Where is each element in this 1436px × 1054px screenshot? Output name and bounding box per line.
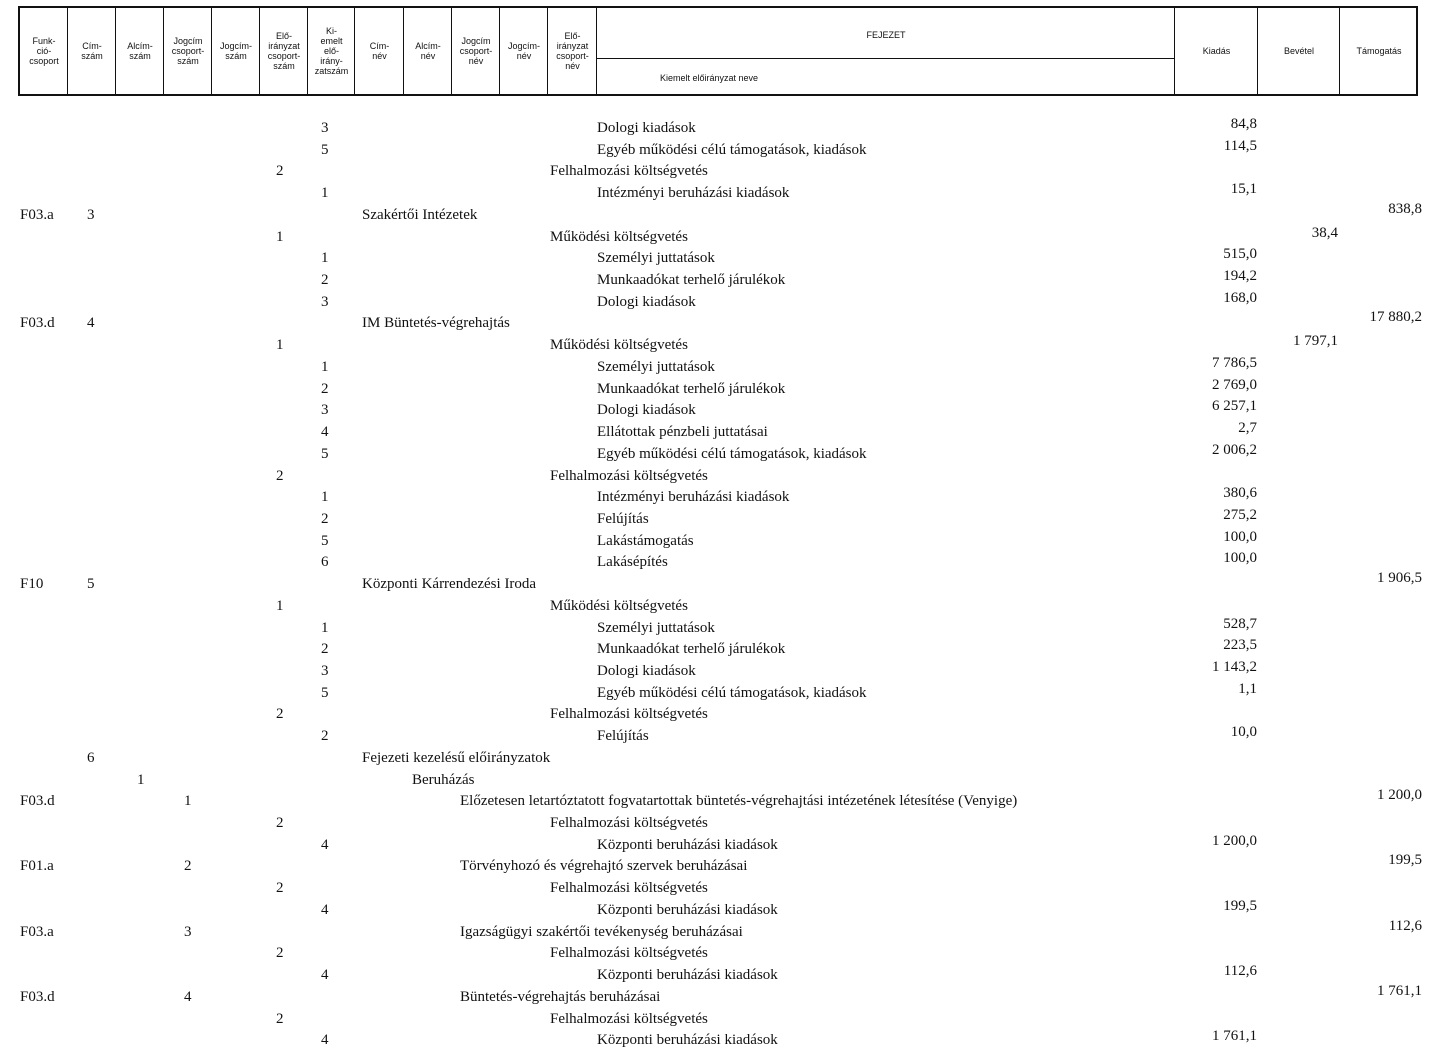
- funkcio-csoport-cell: F03.a: [20, 923, 54, 940]
- tamogatas-value: 17 880,2: [1369, 309, 1422, 326]
- eloiranyzat-csoport-szam-cell: 2: [276, 880, 284, 897]
- kiemelt-nev-header: Kiemelt előirányzat neve: [660, 73, 759, 83]
- kiadas-value: 2 769,0: [1212, 376, 1257, 393]
- eloiranyzat-csoport-szam-cell: 1: [276, 228, 284, 245]
- kiemelt-eloiranyzat-szam-cell: 1: [321, 619, 329, 636]
- header-column-label: Jogcím csoport- szám: [171, 36, 205, 66]
- kiemelt-eloiranyzat-szam-cell: 3: [321, 120, 329, 136]
- funkcio-csoport-cell: F03.a: [20, 206, 54, 223]
- kiadas-value: 275,2: [1223, 506, 1257, 523]
- header-column-label: Jogcím- szám: [219, 41, 252, 61]
- eloiranyzat-csoport-szam-cell: 2: [276, 945, 284, 962]
- row-name-cell: Előzetesen letartóztatott fogvatartottak büntetés-végrehajtási intézetének létesítése (Venyige): [460, 793, 1018, 810]
- cim-szam-cell: 5: [87, 576, 95, 593]
- tamogatas-value: 838,8: [1388, 200, 1422, 217]
- kiemelt-eloiranyzat-szam-cell: 3: [321, 402, 329, 419]
- header-column-label: Cím- név: [369, 41, 390, 61]
- eloiranyzat-csoport-szam-cell: 2: [276, 706, 284, 723]
- kiemelt-eloiranyzat-szam-cell: 2: [321, 510, 329, 527]
- kiadas-value: 223,5: [1223, 637, 1257, 654]
- row-name-cell: Működési költségvetés: [550, 228, 688, 245]
- row-name-cell: Felhalmozási költségvetés: [550, 706, 708, 723]
- header-column-label: Alcím- név: [415, 41, 441, 61]
- row-name-cell: Felhalmozási költségvetés: [550, 467, 708, 484]
- kiemelt-eloiranyzat-szam-cell: 1: [321, 250, 329, 267]
- kiadas-value: 2,7: [1238, 420, 1257, 437]
- jogcim-csoport-szam-cell: 1: [184, 793, 192, 810]
- kiadas-value: 1 761,1: [1212, 1028, 1257, 1045]
- kiemelt-eloiranyzat-szam-cell: 2: [321, 641, 329, 658]
- header-column-label: Jogcím- név: [507, 41, 540, 61]
- funkcio-csoport-cell: F10: [20, 576, 44, 593]
- kiadas-value: 528,7: [1223, 615, 1257, 632]
- header-bevetel: Bevétel: [1283, 46, 1315, 56]
- row-name-cell: Felhalmozási költségvetés: [550, 163, 708, 180]
- tamogatas-value: 1 200,0: [1377, 787, 1422, 804]
- row-name-cell: Személyi juttatások: [597, 250, 715, 267]
- eloiranyzat-csoport-szam-cell: 2: [276, 1010, 284, 1027]
- kiemelt-eloiranyzat-szam-cell: 1: [321, 185, 329, 202]
- kiadas-value: 380,6: [1223, 485, 1257, 502]
- eloiranyzat-csoport-szam-cell: 2: [276, 467, 284, 484]
- tamogatas-value: 112,6: [1388, 917, 1422, 934]
- kiadas-value: 7 786,5: [1212, 354, 1257, 371]
- kiadas-value: 112,6: [1223, 963, 1257, 980]
- kiadas-value: 15,1: [1230, 181, 1257, 198]
- row-name-cell: Személyi juttatások: [597, 358, 715, 375]
- row-name-cell: Központi beruházási kiadások: [597, 1032, 778, 1049]
- row-name-cell: Felhalmozási költségvetés: [550, 880, 708, 897]
- bevetel-value: 1 797,1: [1293, 333, 1338, 350]
- eloiranyzat-csoport-szam-cell: 2: [276, 163, 284, 180]
- row-name-cell: Intézményi beruházási kiadások: [597, 489, 790, 506]
- fejezet-header: FEJEZET: [866, 30, 906, 40]
- kiadas-value: 2 006,2: [1212, 441, 1257, 458]
- row-name-cell: Felhalmozási költségvetés: [550, 1010, 708, 1027]
- kiadas-value: 1 143,2: [1212, 659, 1257, 675]
- header-column-label: Ki- emelt elő- irány- zatszám: [314, 26, 349, 76]
- table-header: [18, 6, 1418, 96]
- kiadas-value: 194,2: [1223, 268, 1257, 285]
- kiemelt-eloiranyzat-szam-cell: 4: [321, 424, 329, 441]
- row-name-cell: Központi Kárrendezési Iroda: [362, 576, 537, 593]
- row-name-cell: Fejezeti kezelésű előirányzatok: [362, 749, 551, 766]
- kiemelt-eloiranyzat-szam-cell: 4: [321, 836, 329, 853]
- kiemelt-eloiranyzat-szam-cell: 3: [321, 293, 329, 310]
- row-name-cell: Beruházás: [412, 771, 475, 788]
- kiemelt-eloiranyzat-szam-cell: 3: [321, 663, 329, 679]
- row-name-cell: Dologi kiadások: [597, 663, 696, 679]
- bevetel-value: 38,4: [1311, 224, 1338, 241]
- kiemelt-eloiranyzat-szam-cell: 5: [321, 684, 329, 701]
- row-name-cell: Dologi kiadások: [597, 120, 696, 136]
- header-column-border: [597, 8, 1175, 94]
- row-name-cell: Törvényhozó és végrehajtó szervek beruházásai: [460, 858, 748, 875]
- header-kiadas: Kiadás: [1202, 46, 1231, 56]
- kiemelt-eloiranyzat-szam-cell: 2: [321, 728, 329, 745]
- eloiranyzat-csoport-szam-cell: 1: [276, 337, 284, 354]
- tamogatas-value: 199,5: [1388, 852, 1422, 869]
- row-name-cell: Központi beruházási kiadások: [597, 901, 778, 918]
- kiadas-value: 1,1: [1238, 680, 1257, 697]
- eloiranyzat-csoport-szam-cell: 2: [276, 815, 284, 832]
- kiadas-value: 199,5: [1223, 897, 1257, 914]
- tamogatas-value: 1 761,1: [1377, 982, 1422, 999]
- row-name-cell: Felhalmozási költségvetés: [550, 815, 708, 832]
- row-name-cell: Dologi kiadások: [597, 293, 696, 310]
- kiadas-value: 84,8: [1230, 116, 1257, 132]
- kiadas-value: 114,5: [1223, 137, 1257, 154]
- header-column-label: Elő- irányzat csoport- név: [556, 31, 589, 71]
- row-name-cell: Lakásépítés: [597, 554, 668, 571]
- kiadas-value: 10,0: [1230, 724, 1257, 741]
- jogcim-csoport-szam-cell: 4: [184, 988, 192, 1005]
- funkcio-csoport-cell: F03.d: [20, 988, 55, 1005]
- funkcio-csoport-cell: F03.d: [20, 315, 55, 332]
- header-column-label: Funk- ció- csoport: [29, 36, 59, 66]
- kiemelt-eloiranyzat-szam-cell: 2: [321, 380, 329, 397]
- row-name-cell: Központi beruházási kiadások: [597, 836, 778, 853]
- row-name-cell: Egyéb működési célú támogatások, kiadások: [597, 445, 867, 462]
- cim-szam-cell: 6: [87, 749, 95, 766]
- header-column-label: Alcím- szám: [127, 41, 153, 61]
- row-name-cell: Egyéb működési célú támogatások, kiadások: [597, 684, 867, 701]
- kiadas-value: 100,0: [1223, 528, 1257, 545]
- kiadas-value: 6 257,1: [1212, 398, 1257, 415]
- alcim-szam-cell: 1: [137, 771, 145, 788]
- row-name-cell: Központi beruházási kiadások: [597, 967, 778, 984]
- header-tamogatas: Támogatás: [1356, 46, 1402, 56]
- row-name-cell: Működési költségvetés: [550, 337, 688, 354]
- funkcio-csoport-cell: F01.a: [20, 858, 54, 875]
- kiemelt-eloiranyzat-szam-cell: 5: [321, 532, 329, 549]
- row-name-cell: Büntetés-végrehajtás beruházásai: [460, 988, 661, 1005]
- kiemelt-eloiranyzat-szam-cell: 1: [321, 358, 329, 375]
- cim-szam-cell: 3: [87, 206, 95, 223]
- row-name-cell: Munkaadókat terhelő járulékok: [597, 641, 786, 658]
- header-column-label: Jogcím csoport- név: [459, 36, 493, 66]
- eloiranyzat-csoport-szam-cell: 1: [276, 597, 284, 614]
- row-name-cell: Egyéb működési célú támogatások, kiadások: [597, 141, 867, 158]
- row-name-cell: Igazságügyi szakértői tevékenység beruházásai: [460, 923, 743, 940]
- kiemelt-eloiranyzat-szam-cell: 4: [321, 967, 329, 984]
- kiadas-value: 100,0: [1223, 550, 1257, 567]
- row-name-cell: Felhalmozási költségvetés: [550, 945, 708, 962]
- row-name-cell: Dologi kiadások: [597, 402, 696, 419]
- cim-szam-cell: 4: [87, 315, 95, 332]
- row-name-cell: Személyi juttatások: [597, 619, 715, 636]
- row-name-cell: Felújítás: [597, 510, 649, 527]
- kiadas-value: 1 200,0: [1212, 832, 1257, 849]
- kiemelt-eloiranyzat-szam-cell: 4: [321, 901, 329, 918]
- row-name-cell: Munkaadókat terhelő járulékok: [597, 380, 786, 397]
- jogcim-csoport-szam-cell: 3: [184, 923, 192, 940]
- row-name-cell: Szakértői Intézetek: [362, 206, 478, 223]
- header-column-label: Cím- szám: [81, 41, 103, 61]
- kiadas-value: 168,0: [1223, 289, 1257, 306]
- kiemelt-eloiranyzat-szam-cell: 1: [321, 489, 329, 506]
- row-name-cell: Ellátottak pénzbeli juttatásai: [597, 424, 768, 441]
- row-name-cell: Lakástámogatás: [597, 532, 694, 549]
- tamogatas-value: 1 906,5: [1377, 570, 1422, 587]
- row-name-cell: Működési költségvetés: [550, 597, 688, 614]
- header-column-label: Elő- irányzat csoport- szám: [267, 31, 301, 71]
- kiemelt-eloiranyzat-szam-cell: 5: [321, 141, 329, 158]
- kiadas-value: 515,0: [1223, 246, 1257, 263]
- jogcim-csoport-szam-cell: 2: [184, 858, 192, 875]
- kiemelt-eloiranyzat-szam-cell: 2: [321, 272, 329, 289]
- kiemelt-eloiranyzat-szam-cell: 4: [321, 1032, 329, 1049]
- row-name-cell: Munkaadókat terhelő járulékok: [597, 272, 786, 289]
- row-name-cell: IM Büntetés-végrehajtás: [362, 315, 510, 332]
- kiemelt-eloiranyzat-szam-cell: 5: [321, 445, 329, 462]
- funkcio-csoport-cell: F03.d: [20, 793, 55, 810]
- row-name-cell: Felújítás: [597, 728, 649, 745]
- row-name-cell: Intézményi beruházási kiadások: [597, 185, 790, 202]
- kiemelt-eloiranyzat-szam-cell: 6: [321, 554, 329, 571]
